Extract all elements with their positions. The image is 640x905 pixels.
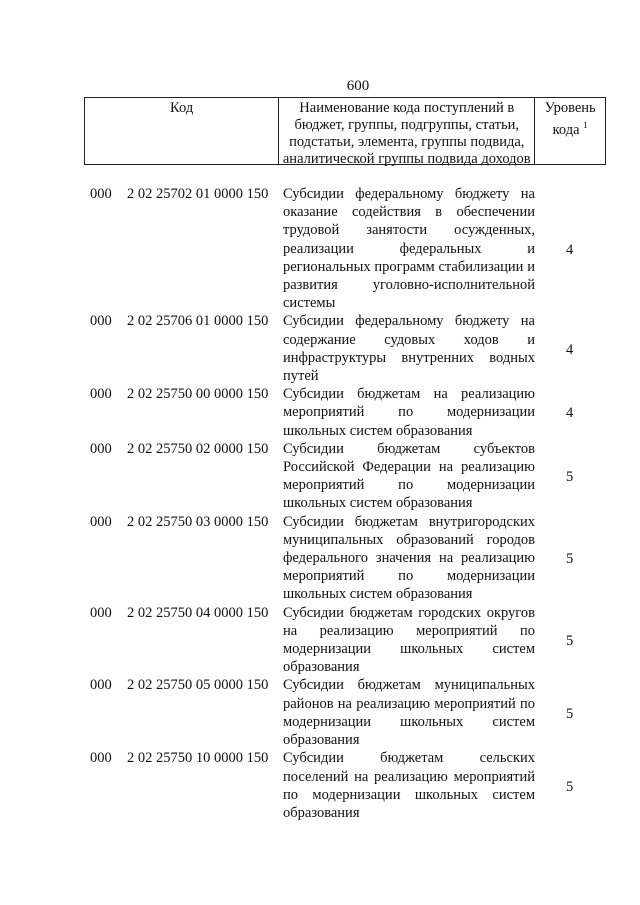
revenue-name-line: федерального значения на реализацию <box>283 550 535 567</box>
revenue-code: 2 02 25750 00 0000 150 <box>127 386 269 403</box>
header-name-line: Наименование кода поступлений в <box>299 100 515 116</box>
admin-code: 000 <box>90 313 112 330</box>
header-level <box>535 98 605 164</box>
admin-code: 000 <box>90 186 112 202</box>
header-name <box>279 98 535 167</box>
revenue-code: 2 02 25702 01 0000 150 <box>127 186 269 202</box>
revenue-name-line: на реализацию мероприятий по <box>283 622 535 639</box>
header-code: Код <box>85 98 279 164</box>
revenue-name-line: районов на реализацию мероприятий по <box>283 695 535 712</box>
revenue-name-line: системы <box>283 295 336 312</box>
revenue-name-line: модернизации школьных систем <box>283 641 535 658</box>
table-row <box>0 185 640 312</box>
code-level: 5 <box>566 778 574 795</box>
revenue-name-line: реализации федеральных и <box>283 240 535 257</box>
revenue-name-line: Субсидии бюджетам на реализацию <box>283 386 535 403</box>
revenue-name <box>283 749 535 822</box>
revenue-name-line: Субсидии федеральному бюджету на <box>283 313 535 330</box>
table-header <box>84 97 606 165</box>
table-row <box>0 749 640 822</box>
admin-code: 000 <box>90 386 112 403</box>
header-name-line: подстатьи, элемента, группы подвида, <box>289 134 525 150</box>
revenue-name-line: образования <box>283 659 360 676</box>
table-row <box>0 604 640 677</box>
admin-code: 000 <box>90 677 112 694</box>
revenue-name-line: школьных систем образования <box>283 586 473 603</box>
code-list <box>0 185 640 822</box>
revenue-name <box>283 440 535 513</box>
header-name-line: бюджет, группы, подгруппы, статьи, <box>294 117 519 133</box>
code-level: 5 <box>566 551 574 568</box>
revenue-name <box>283 513 535 604</box>
revenue-name-line: Субсидии бюджетам городских округов <box>283 604 535 621</box>
code-level: 4 <box>566 405 574 422</box>
revenue-name-line: мероприятий по модернизации <box>283 404 535 421</box>
revenue-name-line: содержание судовых ходов и <box>283 331 535 348</box>
revenue-code: 2 02 25750 03 0000 150 <box>127 513 269 530</box>
revenue-name-line: модернизации школьных систем <box>283 713 535 730</box>
revenue-name-line: образования <box>283 804 360 821</box>
code-level: 5 <box>566 469 574 486</box>
revenue-name <box>283 312 535 385</box>
revenue-name-line: Субсидии федеральному бюджету на <box>283 186 535 202</box>
header-level-word: кода <box>552 121 580 138</box>
revenue-name-line: оказание содействия в обеспечении <box>283 204 535 221</box>
revenue-name-line: региональных программ стабилизации и <box>283 258 535 275</box>
code-level: 4 <box>566 241 574 258</box>
revenue-name-line: мероприятий по модернизации <box>283 568 535 585</box>
revenue-code: 2 02 25706 01 0000 150 <box>127 313 269 330</box>
revenue-name <box>283 604 535 677</box>
table-row <box>0 312 640 385</box>
code-level: 4 <box>566 341 574 358</box>
revenue-name <box>283 676 535 749</box>
revenue-name-line: инфраструктуры внутренних водных <box>283 349 535 366</box>
table-row <box>0 676 640 749</box>
revenue-name-line: Российской Федерации на реализацию <box>283 459 535 476</box>
code-level: 5 <box>566 705 574 722</box>
revenue-name-line: развития уголовно-исполнительной <box>283 277 535 294</box>
admin-code: 000 <box>90 604 112 621</box>
header-name-line: аналитической группы подвида доходов <box>282 151 531 167</box>
revenue-name-line: трудовой занятости осужденных, <box>283 222 535 239</box>
admin-code: 000 <box>90 440 112 457</box>
table-row <box>0 513 640 604</box>
revenue-name-line: муниципальных образований городов <box>283 531 535 548</box>
page-number: 600 <box>346 78 370 94</box>
revenue-name-line: Субсидии бюджетам сельских <box>283 750 535 767</box>
revenue-name-line: школьных систем образования <box>283 422 473 439</box>
header-level-line1: Уровень <box>544 100 596 116</box>
revenue-name-line: путей <box>283 368 319 385</box>
revenue-name <box>283 185 535 312</box>
revenue-name-line: поселений на реализацию мероприятий <box>283 768 535 785</box>
header-level-line2 <box>535 117 605 139</box>
code-level: 5 <box>566 632 574 649</box>
revenue-code: 2 02 25750 04 0000 150 <box>127 604 269 621</box>
revenue-name-line: мероприятий по модернизации <box>283 477 535 494</box>
revenue-name <box>283 385 535 440</box>
table-row <box>0 440 640 513</box>
revenue-name-line: Субсидии бюджетам внутригородских <box>283 513 535 530</box>
revenue-name-line: по модернизации школьных систем <box>283 786 535 803</box>
revenue-name-line: школьных систем образования <box>283 495 473 512</box>
revenue-code: 2 02 25750 02 0000 150 <box>127 440 269 457</box>
revenue-name-line: Субсидии бюджетам муниципальных <box>283 677 535 694</box>
revenue-code: 2 02 25750 05 0000 150 <box>127 677 269 694</box>
admin-code: 000 <box>90 513 112 530</box>
header-level-footnote: 1 <box>583 120 588 130</box>
revenue-name-line: образования <box>283 732 360 749</box>
admin-code: 000 <box>90 750 112 767</box>
table-row <box>0 385 640 440</box>
revenue-code: 2 02 25750 10 0000 150 <box>127 750 269 767</box>
revenue-name-line: Субсидии бюджетам субъектов <box>283 440 535 457</box>
